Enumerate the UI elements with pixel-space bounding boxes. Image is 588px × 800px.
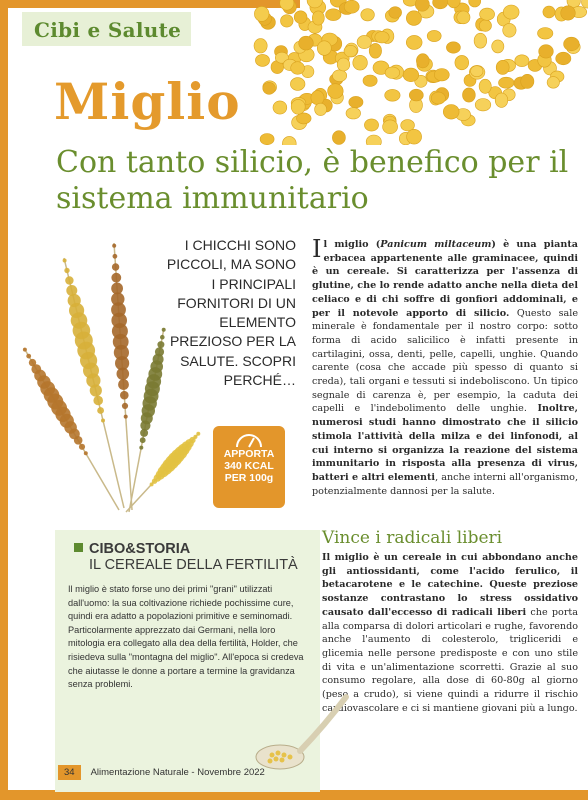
section2-heading: Vince i radicali liberi <box>322 528 503 548</box>
page-footer <box>58 765 265 780</box>
bullet-square-icon <box>74 543 83 552</box>
badge-line1: APPORTA <box>223 448 275 460</box>
scale-icon <box>234 432 264 448</box>
publication-name: Alimentazione Naturale - Novembre 2022 <box>90 767 265 778</box>
badge-line2: 340 KCAL <box>224 460 274 472</box>
section2-body <box>322 551 578 715</box>
history-box-text: Il miglio è stato forse uno dei primi "grani" utilizzati dall'uomo: la sua coltivazione richiede pochissime cure, quindi era adatto a popolazioni primitive e seminomadi. Particolarmente apprezzato dai Germani, nella loro mitologia era collegato alla dea della fertilità, Holder, che risiedeva sulla "montagna del miglio". All'epoca si credeva che aiutasse le donne a portare a termine la gravidanza senza problemi. <box>68 584 304 690</box>
article-italic: Panicum miltaceum <box>380 239 492 250</box>
page-frame-left <box>0 0 8 800</box>
article-text-1: Questo sale minerale è fondamentale per il nostro corpo: sotto forma di acido salicilico è infatti presente in cartilagini, ossa, denti, pelle, capelli, unghie. Quando carente (cosa che accade più spesso di quanto si creda), tali organi e tessuti si indeboliscono. Un tipico segnale di carenza è, per esempio, la caduta dei capelli e l'indebolimento delle unghie. <box>312 307 579 415</box>
drop-cap: I <box>312 235 322 263</box>
badge-line3: PER 100g <box>224 472 274 484</box>
article-text-2: , anche interni all'organismo, potenzialmente dannosi per la salute. <box>312 471 578 497</box>
page-title: Miglio <box>54 72 241 131</box>
page-number: 34 <box>58 765 81 780</box>
article-bold-2: ) è una pianta erbacea appartenente alle graminacee, quindi è un cereale. Si caratterizza per l'assenza di glutine, che lo rende adatto anche nella dieta del celiaco e di chi soffre di gonfiori addominali, e per il notevole apporto di silicio. <box>312 239 578 319</box>
lead-text: I CHICCHI SONO PICCOLI, MA SONO I PRINCIPALI FORNITORI DI UN ELEMENTO PREZIOSO PER LA SALUTE. SCOPRI PERCHÉ… <box>166 237 296 389</box>
article-bold-3: Inoltre, numerosi studi hanno dimostrato che il silicio stimola l'attività della milza e dei linfonodi, al cui interno si organizza la reazione del sistema immunitario in risposta alla presenza di virus, batteri e altri elementi <box>312 403 578 483</box>
article-bold-1: l miglio ( <box>323 239 381 250</box>
page-subtitle: Con tanto silicio, è benefico per il sistema immunitario <box>56 145 569 216</box>
section2-bold: Il miglio è un cereale in cui abbondano anche gli antiossidanti, come l'acido ferulico, il betacarotene e le catechine. Queste preziose sostanze contrastano lo stress ossidativo causato dall'eccesso di radicali liberi <box>322 552 578 618</box>
section-tag: Cibi e Salute <box>22 12 191 46</box>
wooden-spoon-image <box>250 685 350 775</box>
section2-text: che porta alla comparsa di dolori articolari e rughe, favorendo anche l'aumento di colesterolo, trigliceridi e glicemia nelle persone predisposte e con uno stile di vita e un'alimentazione scorretti. Grazie al suo consumo regolare, alla dose di 60-80g al giorno (peso a crudo), si viene quindi a ridurre il rischio cardiovascolare e ci si mantiene giovani più a lungo. <box>322 606 578 714</box>
calorie-badge <box>213 426 285 508</box>
millet-grains-image <box>240 0 588 145</box>
history-box-subheading: IL CEREALE DELLA FERTILITÀ <box>89 557 298 573</box>
article-body <box>312 235 579 498</box>
history-box-heading: CIBO&STORIA <box>74 541 190 557</box>
